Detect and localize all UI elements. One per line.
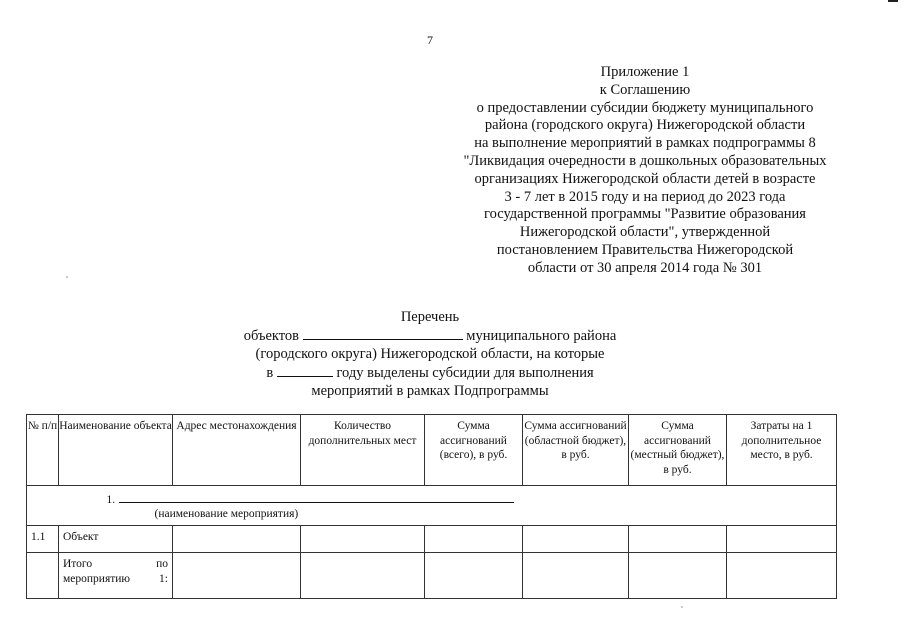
header-cell-address: Адрес местонахождения <box>173 415 301 486</box>
total-address-cell <box>173 553 301 599</box>
table-header-row <box>27 415 837 486</box>
appendix-line: Нижегородской области", утвержденной <box>519 224 771 241</box>
appendix-line: постановлением Правительства Нижегородской <box>496 241 794 258</box>
section-caption: (наименование мероприятия) <box>154 508 299 520</box>
row-number-cell: 1.1 <box>27 526 59 553</box>
total-sum-local-cell <box>629 553 727 599</box>
total-number-cell <box>27 553 59 599</box>
total-cost-per-place-cell <box>727 553 837 599</box>
appendix-line: Приложение 1 <box>600 64 690 80</box>
appendix-line: государственной программы "Развитие образования <box>484 206 806 223</box>
section-number: 1. <box>106 494 116 506</box>
header-cell-sum-total: Сумма ассигнований (всего), в руб. <box>425 415 523 486</box>
corner-mark <box>888 0 898 2</box>
appendix-line: "Ликвидация очередности в дошкольных образовательных <box>463 152 827 169</box>
appendix-line: организациях Нижегородской области детей в возрасте <box>474 170 816 187</box>
total-sum-total-cell <box>425 553 523 599</box>
header-cell-places: Количество дополнительных мест <box>301 415 425 486</box>
list-line-year-start: в <box>266 364 274 381</box>
row-places-cell <box>301 526 425 553</box>
header-cell-cost-per-place: Затраты на 1 дополнительное место, в руб. <box>727 415 837 486</box>
header-cell-sum-regional: Сумма ассигнований (областной бюджет), в руб. <box>523 415 629 486</box>
row-object-name-cell: Объект <box>59 526 173 553</box>
scan-speck <box>681 606 683 608</box>
row-address-cell <box>173 526 301 553</box>
total-sum-regional-cell <box>523 553 629 599</box>
list-line-year-end: году выделены субсидии для выполнения <box>336 364 594 381</box>
appendix-line: области от 30 апреля 2014 года № 301 <box>527 259 763 276</box>
table-total-row <box>27 553 837 599</box>
list-line-objects <box>210 327 650 346</box>
blank-year-field <box>277 364 333 377</box>
total-label <box>63 557 172 586</box>
list-line-year <box>210 364 650 383</box>
list-title <box>210 308 650 401</box>
list-line-objects-start: объектов <box>243 327 300 344</box>
appendix-line: на выполнение мероприятий в рамках подпрограммы 8 <box>474 135 816 152</box>
total-label-event: мероприятию 1: <box>63 572 168 585</box>
blank-municipality-field <box>303 327 463 340</box>
total-label-word: Итого <box>63 558 93 570</box>
list-line-program: мероприятий в рамках Подпрограммы <box>311 383 549 400</box>
appendix-line: о предоставлении субсидии бюджету муниципального <box>476 99 814 116</box>
row-sum-local-cell <box>629 526 727 553</box>
row-sum-regional-cell <box>523 526 629 553</box>
table-section-row <box>27 486 837 526</box>
row-cost-per-place-cell <box>727 526 837 553</box>
appendix-line: района (городского округа) Нижегородской области <box>484 117 806 134</box>
appendix-line: 3 - 7 лет в 2015 году и на период до 2023 года <box>504 188 786 205</box>
scan-speck <box>66 276 68 278</box>
blank-event-name-field <box>119 492 514 503</box>
total-label-cell <box>59 553 173 599</box>
section-cell <box>59 486 837 526</box>
list-line-objects-end: муниципального района <box>466 327 617 344</box>
list-line-region: (городского округа) Нижегородской области, на которые <box>255 346 605 363</box>
section-number-cell <box>27 486 59 526</box>
total-places-cell <box>301 553 425 599</box>
objects-table <box>26 414 837 599</box>
appendix-line: к Соглашению <box>599 81 691 98</box>
section-title-line <box>107 492 515 508</box>
header-cell-object-name: Наименование объекта <box>59 415 173 486</box>
page-number: 7 <box>427 33 433 47</box>
total-label-preposition: по <box>156 558 168 570</box>
header-cell-sum-local: Сумма ассигнований (местный бюджет), в руб. <box>629 415 727 486</box>
header-cell-number: № п/п <box>27 415 59 486</box>
list-heading: Перечень <box>400 309 460 325</box>
table-row <box>27 526 837 553</box>
row-sum-total-cell <box>425 526 523 553</box>
appendix-block <box>420 64 870 278</box>
